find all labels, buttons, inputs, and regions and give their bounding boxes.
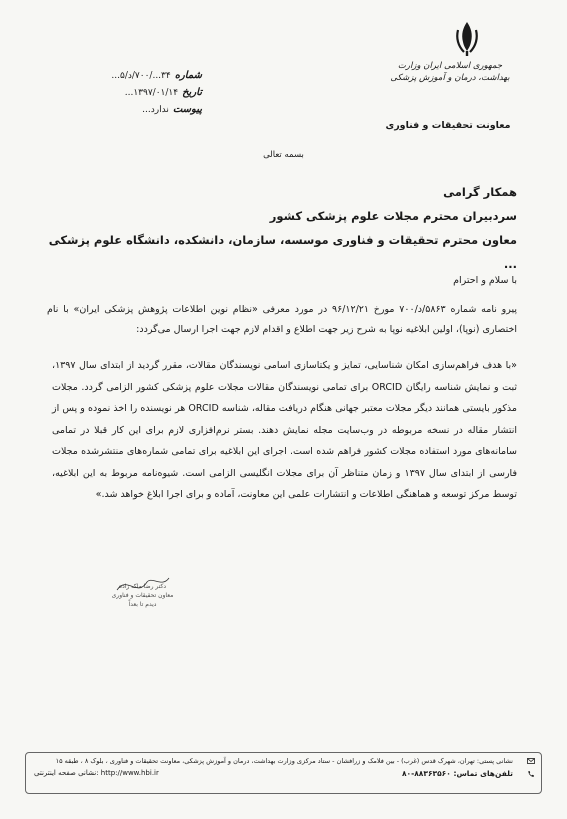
footer-address: نشانی پستی: تهران، شهرک قدس (غرب) - بین فلامک و زرافشان - ستاد مرکزی وزارت بهداشت، درمان و آموزش پزشکی، معاونت تحقیقات و فناوری ، بلوک ۸ ، طبقه ۱۵ xyxy=(55,757,513,765)
addressee-line-2: سردبیران محترم مجلات علوم پزشکی کشور xyxy=(269,209,517,223)
attachment-label: پیوست xyxy=(172,104,202,115)
number-value: ۳۴.../۷۰۰/د/۵... xyxy=(111,71,171,81)
addressee-line-1: همکار گرامی xyxy=(443,185,517,199)
date-label: تاریخ xyxy=(182,87,202,98)
ministry-name: جمهوری اسلامی ایران وزارت بهداشت، درمان و آموزش پزشکی xyxy=(390,61,510,83)
footer-phone: تلفن‌های تماس: ۸۸۳۶۳۵۶۰-۸۰ xyxy=(401,769,513,778)
signatory-title: معاون تحقیقات و فناوری xyxy=(111,592,174,599)
phone-icon xyxy=(527,770,535,778)
basmala: بسمه تعالی xyxy=(263,150,304,160)
greeting: با سلام و احترام xyxy=(453,275,517,286)
meta-attachment-row xyxy=(72,104,202,121)
addressee-line-3: معاون محترم تحقیقات و فناوری موسسه، سازمان، دانشکده، دانشگاه علوم پزشکی ... xyxy=(48,233,517,271)
body-intro: پیرو نامه شماره ۵۸۶۳/د/۷۰۰ مورخ ۹۶/۱۲/۲۱ در مورد معرفی «نظام نوین اطلاعات پژوهش پزشکی ایران» با نام اختصاری (نوپا)، اولین ابلاغیه نوپا به شرح زیر جهت اطلاع و اقدام لازم جهت اجرا ارسال می‌گردد: xyxy=(47,304,517,335)
signature-block xyxy=(95,582,190,609)
footer-box xyxy=(25,752,542,794)
attachment-value: ندارد... xyxy=(142,105,169,115)
iran-emblem-icon xyxy=(452,18,482,58)
addressee-block xyxy=(47,180,517,276)
signature-note: دیدم تا بعداً xyxy=(128,601,157,608)
deputy-name: معاونت تحقیقات و فناوری xyxy=(385,120,511,131)
mail-icon xyxy=(527,757,535,765)
letter-meta xyxy=(72,70,202,121)
meta-date-row xyxy=(72,87,202,104)
date-value: ۱۳۹۷/۰۱/۱۴... xyxy=(124,88,179,98)
body-quote: «با هدف فراهم‌سازی امکان شناسایی، تمایز و یکتاسازی اسامی نویسندگان مقالات، مقرر گردید از ابتدای سال ۱۳۹۷، ثبت و نمایش شناسه رایگان ORCID برای تمامی نویسندگان مقالات مجلات علوم پزشکی کشور الزامی گردد. مجلات مذکور بایستی همانند دیگر مجلات معتبر جهانی هنگام دریافت مقاله، شناسه ORCID هر نویسنده را اخذ نموده و پس از انتشار مقاله در نسخه مربوطه در وب‌سایت مجله نمایش دهند. بستر نرم‌افزاری لازم برای این کار قبلا در تمامی سامانه‌های مورد استفاده مجلات کشور فراهم شده است. اجرای این ابلاغیه برای تمامی شماره‌های منتشرشده مجلات فارسی از ابتدای سال ۱۳۹۷ و زمان متناظر آن برای مجلات انگلیسی الزامی است. شیوه‌نامه مربوط به این ابلاغیه، توسط مرکز توسعه و هماهنگی اطلاعات و انتشارات علمی این معاونت، آماده و برای اجرا ابلاغ خواهد شد.» xyxy=(52,360,517,500)
signatory-name: دکتر رضا ملک زاده xyxy=(118,583,167,590)
meta-number-row xyxy=(72,70,202,87)
footer-website[interactable]: نشانی صفحه اینترنتی: http://www.hbi.ir xyxy=(34,769,159,777)
number-label: شماره xyxy=(174,70,202,81)
